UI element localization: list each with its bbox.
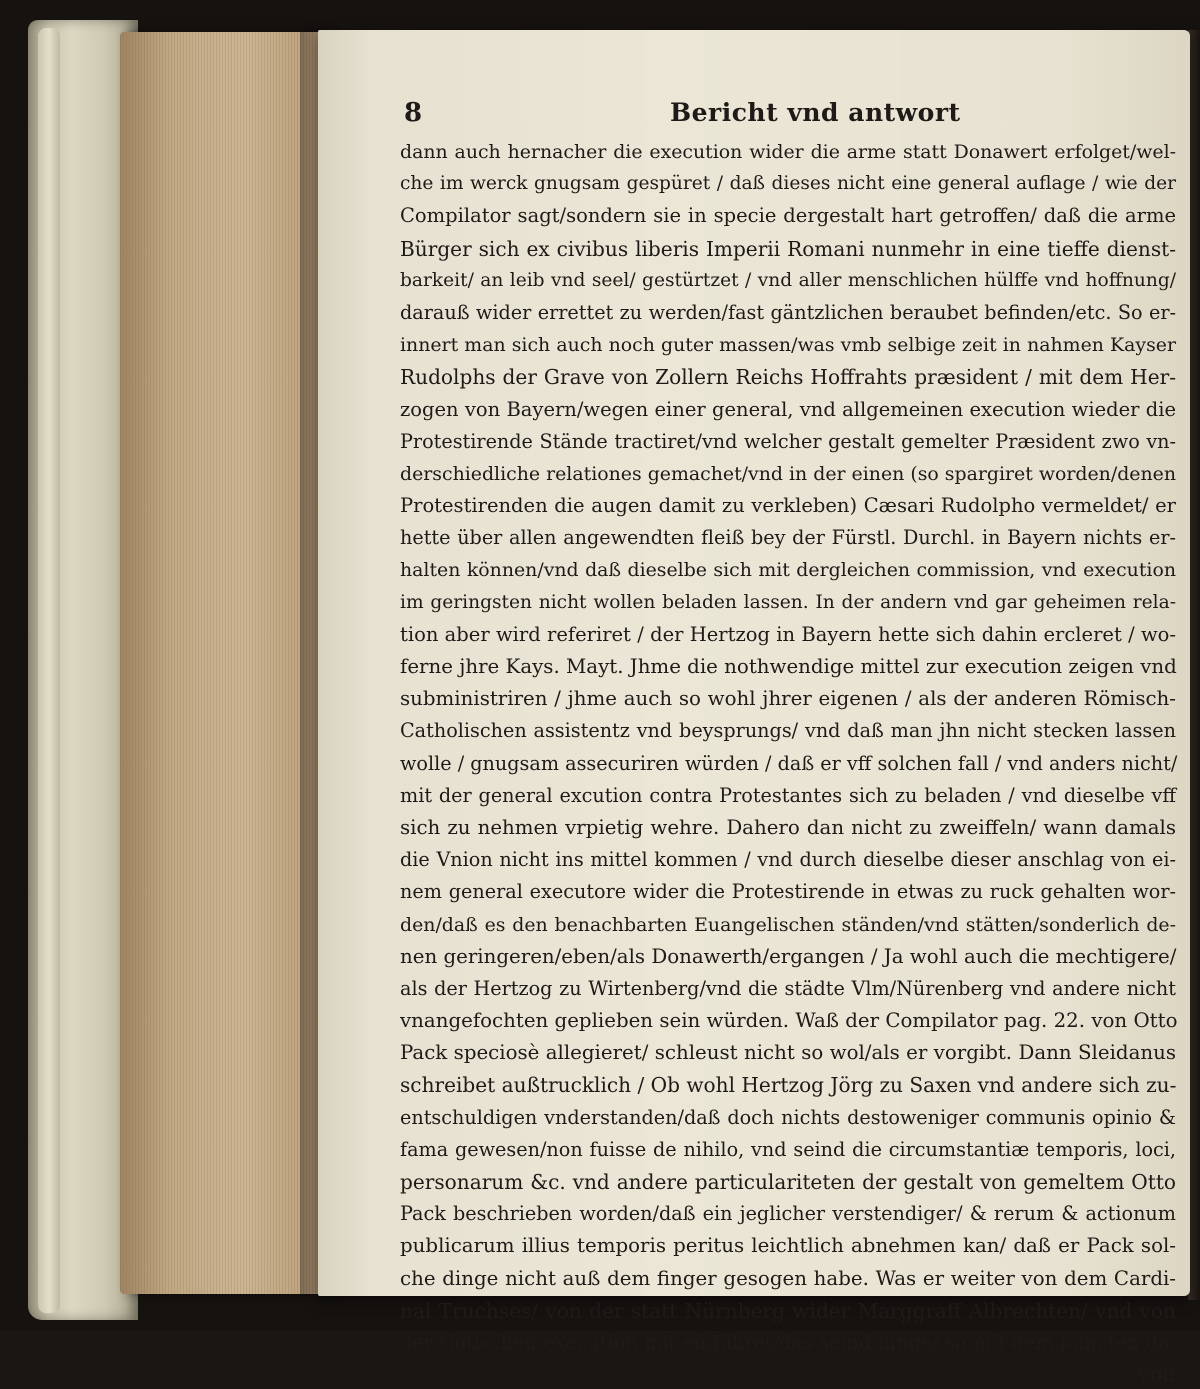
text-line: im geringsten nicht wollen beladen lassen. In der andern vnd gar geheimen rela- [400, 591, 1176, 613]
text-line: darauß wider errettet zu werden/fast gäntzlichen beraubet befinden/etc. So er- [400, 300, 1176, 324]
text-line: ferne jhre Kays. Mayt. Jhme die nothwendige mittel zur execution zeigen vnd [400, 655, 1177, 678]
text-line: nem general executore wider die Protestirende in etwas zu ruck gehalten wor- [400, 880, 1176, 904]
text-line: Protestirende Stände tractiret/vnd welcher gestalt gemelter Præsident zwo vn- [400, 429, 1176, 453]
text-line: Bürger sich ex civibus liberis Imperii Romani nunmehr in eine tieffe dienst- [400, 236, 1176, 261]
text-line: den/daß es den benachbarten Euangelischen ständen/vnd stätten/sonderlich de- [400, 913, 1176, 936]
body-text [400, 136, 1176, 1359]
text-line: hette über allen angewendten fleiß bey der Fürstl. Durchl. in Bayern nichts er- [400, 526, 1176, 550]
text-line: entschuldigen vnderstanden/daß doch nichts destoweniger communis opinio & [400, 1105, 1176, 1129]
text-line: vnangefochten geplieben sein würden. Waß der Compilator pag. 22. von Otto [400, 1009, 1178, 1033]
text-line: Rudolphs der Grave von Zollern Reichs Hoffrahts præsident / mit dem Her- [400, 365, 1176, 390]
page-number: 8 [404, 98, 423, 128]
text-line: tion aber wird referiret / der Hertzog in Bayern hette sich dahin ercleret / wo- [400, 622, 1176, 646]
page-header [400, 98, 1176, 136]
text-line: halten können/vnd daß dieselbe sich mit dergleichen commission, vnd execution [400, 559, 1176, 582]
text-line: subministriren / jhme auch so wohl jhrer eigenen / als der anderen Römisch- [400, 687, 1176, 711]
text-line: sich zu nehmen vrpietig wehre. Dahero dan nicht zu zweiffeln/ wann damals [400, 815, 1176, 839]
text-line: Pack speciosè allegieret/ schleust nicht so wol/als er vorgibt. Dann Sleidanus [400, 1041, 1176, 1065]
text-line: Pack beschrieben worden/daß ein jeglicher verstendiger/ & rerum & actionum [400, 1202, 1176, 1226]
printed-page [318, 30, 1190, 1387]
text-line: dann auch hernacher die execution wider die arme statt Donawert erfolget/wel- [400, 141, 1176, 163]
text-line: personarum &c. vnd andere particulariteten der gestalt von gemeltem Otto [400, 1170, 1176, 1194]
page-content [400, 98, 1176, 1389]
text-line: innert man sich auch noch guter massen/was vmb selbige zeit in nahmen Kayser [400, 334, 1176, 357]
text-line: schreibet außtrucklich / Ob wohl Hertzog Jörg zu Saxen vnd andere sich zu- [400, 1073, 1177, 1098]
text-line: nen geringeren/eben/als Donawerth/ergangen / Ja wohl auch die mechtigere/ [400, 944, 1177, 968]
running-head: Bericht vnd antwort [670, 98, 961, 127]
text-line: publicarum illius temporis peritus leichtlich abnehmen kan/ daß er Pack sol- [400, 1234, 1176, 1258]
text-line: die Vnion nicht ins mittel kommen / vnd durch dieselbe dieser anschlag von ei- [400, 848, 1176, 872]
text-line: fama gewesen/non fuisse de nihilo, vnd seind die circumstantiæ temporis, loci, [400, 1137, 1176, 1161]
text-line: der Gotischen execution mit einführet/das seind dinge/ so mit dem puncten da- [400, 1330, 1176, 1354]
text-line: Compilator sagt/sondern sie in specie dergestalt hart getroffen/ daß die arme [400, 204, 1176, 228]
text-line: che dinge nicht auß dem finger gesogen habe. Was er weiter von dem Cardi- [400, 1266, 1176, 1290]
page-stack-edge [120, 32, 325, 1294]
text-line: barkeit/ an leib vnd seel/ gestürtzet / vnd aller menschlichen hülffe vnd hoffnung/ [400, 269, 1176, 291]
text-line: che im werck gnugsam gespüret / daß dieses nicht eine general auflage / wie der [400, 173, 1176, 195]
text-line: wolle / gnugsam assecuriren würden / daß er vff solchen fall / vnd anders nicht/ [400, 751, 1178, 775]
text-line: nal Truchses/ von der statt Nürnberg wider Marggraff Albrechten/ vnd von [400, 1298, 1176, 1323]
text-line: zogen von Bayern/wegen einer general, vnd allgemeinen execution wieder die [400, 397, 1176, 421]
vellum-cover-fold [38, 28, 60, 1313]
text-line: als der Hertzog zu Wirtenberg/vnd die städte Vlm/Nürenberg vnd andere nicht [400, 976, 1176, 1000]
text-line: derschiedliche relationes gemachet/vnd in der einen (so spargiret worden/denen [400, 462, 1176, 485]
text-line: mit der general excution contra Protestantes sich zu beladen / vnd dieselbe vff [400, 783, 1176, 807]
text-line: Protestirenden die augen damit zu verkleben) Cæsari Rudolpho vermeldet/ er [400, 494, 1176, 518]
text-line: Catholischen assistentz vnd beysprungs/ vnd daß man jhn nicht stecken lassen [400, 719, 1176, 743]
catchword: von [1137, 1362, 1176, 1387]
